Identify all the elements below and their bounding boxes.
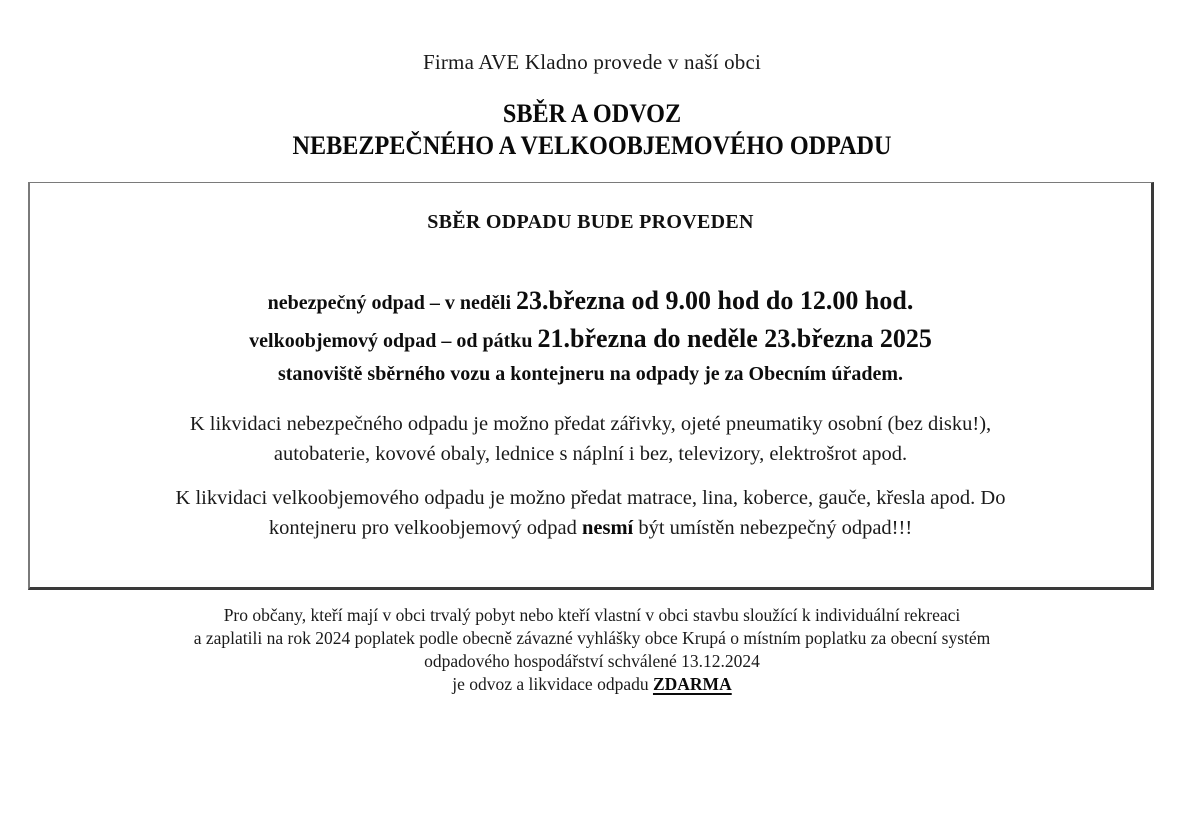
- schedule-bulky-label: velkoobjemový odpad – od pátku: [249, 330, 538, 352]
- box-heading: SBĚR ODPADU BUDE PROVEDEN: [427, 211, 754, 233]
- title-line-2: NEBEZPEČNÉHO A VELKOOBJEMOVÉHO ODPADU: [292, 131, 892, 160]
- footer-line-4-before: je odvoz a likvidace odpadu: [452, 674, 653, 694]
- footer-line-2: a zaplatili na rok 2024 poplatek podle obecně závazné vyhlášky obce Krupá o místním poplatku za obecní systém: [193, 628, 991, 648]
- hazardous-line-1: K likvidaci nebezpečného odpadu je možno předat zářivky, ojeté pneumatiky osobní (bez disku!),: [189, 413, 992, 435]
- footer-notice: [0, 604, 1184, 696]
- bulky-line-2-before: kontejneru pro velkoobjemový odpad: [268, 517, 582, 539]
- hazardous-line-2: autobaterie, kovové obaly, lednice s náplní i bez, televizory, elektrošrot apod.: [273, 443, 908, 465]
- schedule-hazardous-label: nebezpečný odpad – v neděli: [267, 292, 517, 314]
- free-of-charge-label: ZDARMA: [652, 674, 732, 694]
- bulky-line-1: K likvidaci velkoobjemového odpadu je možno předat matrace, lina, koberce, gauče, křesla apod. Do: [175, 487, 1006, 509]
- bulky-warning-word: nesmí: [581, 517, 634, 539]
- intro-text: Firma AVE Kladno provede v naší obci: [422, 50, 762, 74]
- schedule-location: stanoviště sběrného vozu a kontejneru na odpady je za Obecním úřadem.: [277, 363, 903, 385]
- schedule-hazardous: [30, 283, 1151, 321]
- footer-line-1: Pro občany, kteří mají v obci trvalý pobyt nebo kteří vlastní v obci stavbu sloužící k individuální rekreaci: [223, 605, 961, 625]
- collection-schedule: [30, 283, 1151, 389]
- bulky-waste-paragraph: [30, 483, 1151, 543]
- bulky-line-2: [30, 513, 1151, 543]
- footer-line-4: [0, 673, 1184, 696]
- schedule-bulky-date: 21.března do neděle 23.března 2025: [537, 324, 932, 353]
- schedule-hazardous-date: 23.března od 9.00 hod do 12.00 hod.: [516, 286, 914, 315]
- title-line-1: SBĚR A ODVOZ: [502, 99, 682, 128]
- hazardous-waste-paragraph: [30, 409, 1151, 469]
- footer-line-3: odpadového hospodářství schválené 13.12.2024: [424, 651, 760, 671]
- page-title: [41, 98, 1142, 162]
- schedule-bulky: [30, 321, 1151, 359]
- collection-info-box: [28, 182, 1154, 590]
- bulky-line-2-after: být umístěn nebezpečný odpad!!!: [633, 517, 913, 539]
